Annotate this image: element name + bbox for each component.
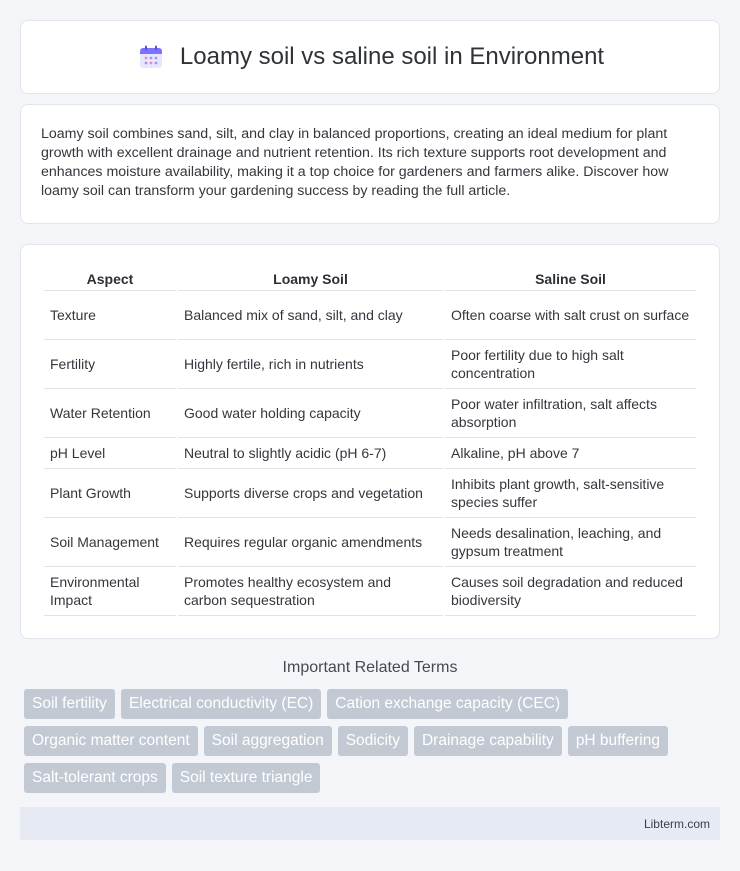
cell-saline: Poor water infiltration, salt affects absorption xyxy=(445,389,696,438)
cell-aspect: Water Retention xyxy=(44,389,176,438)
comparison-table xyxy=(42,265,698,616)
cell-aspect: pH Level xyxy=(44,438,176,469)
cell-saline: Often coarse with salt crust on surface xyxy=(445,291,696,340)
cell-loamy: Requires regular organic amendments xyxy=(178,518,443,567)
cell-aspect: Environmental Impact xyxy=(44,567,176,616)
intro-card xyxy=(20,104,720,224)
cell-loamy: Supports diverse crops and vegetation xyxy=(178,469,443,518)
tag-sodicity[interactable]: Sodicity xyxy=(338,726,408,756)
tag-soil-aggregation[interactable]: Soil aggregation xyxy=(204,726,332,756)
tag-soil-fertility[interactable]: Soil fertility xyxy=(24,689,115,719)
cell-saline: Needs desalination, leaching, and gypsum treatment xyxy=(445,518,696,567)
calendar-icon xyxy=(136,42,166,72)
table-row xyxy=(44,469,696,518)
table-row xyxy=(44,389,696,438)
footer-site-link[interactable]: Libterm.com xyxy=(643,816,710,831)
cell-saline: Causes soil degradation and reduced biodiversity xyxy=(445,567,696,616)
cell-aspect: Texture xyxy=(44,291,176,340)
tag-ph-buffering[interactable]: pH buffering xyxy=(568,726,668,756)
cell-aspect: Fertility xyxy=(44,340,176,389)
cell-loamy: Neutral to slightly acidic (pH 6-7) xyxy=(178,438,443,469)
cell-saline: Alkaline, pH above 7 xyxy=(445,438,696,469)
cell-aspect: Soil Management xyxy=(44,518,176,567)
cell-loamy: Good water holding capacity xyxy=(178,389,443,438)
tag-salt-tolerant-crops[interactable]: Salt-tolerant crops xyxy=(24,763,166,793)
cell-saline: Inhibits plant growth, salt-sensitive species suffer xyxy=(445,469,696,518)
header-saline: Saline Soil xyxy=(445,265,696,291)
table-header-row xyxy=(44,265,696,291)
header-card xyxy=(20,20,720,94)
tag-soil-texture-triangle[interactable]: Soil texture triangle xyxy=(172,763,321,793)
tag-organic-matter-content[interactable]: Organic matter content xyxy=(24,726,198,756)
table-row xyxy=(44,567,696,616)
table-row xyxy=(44,518,696,567)
page-title: Loamy soil vs saline soil in Environment xyxy=(179,43,605,70)
tag-electrical-conductivity[interactable]: Electrical conductivity (EC) xyxy=(121,689,321,719)
header-loamy: Loamy Soil xyxy=(178,265,443,291)
table-row xyxy=(44,438,696,469)
intro-text: Loamy soil combines sand, silt, and clay in balanced proportions, creating an ideal medium for plant growth with excellent drainage and nutrient retention. Its rich texture supports root development and enhances moisture availability, making it a top choice for gardeners and farmers alike. Discover how loamy soil can transform your gardening success by reading the full article. xyxy=(41,126,669,199)
comparison-card xyxy=(20,244,720,639)
header-aspect: Aspect xyxy=(44,265,176,291)
cell-loamy: Promotes healthy ecosystem and carbon sequestration xyxy=(178,567,443,616)
tag-drainage-capability[interactable]: Drainage capability xyxy=(414,726,562,756)
cell-aspect: Plant Growth xyxy=(44,469,176,518)
table-row xyxy=(44,291,696,340)
related-terms-list xyxy=(20,689,720,793)
cell-loamy: Highly fertile, rich in nutrients xyxy=(178,340,443,389)
footer xyxy=(20,807,720,840)
cell-loamy: Balanced mix of sand, silt, and clay xyxy=(178,291,443,340)
table-row xyxy=(44,340,696,389)
cell-saline: Poor fertility due to high salt concentration xyxy=(445,340,696,389)
related-terms-title: Important Related Terms xyxy=(282,659,458,676)
tag-cation-exchange-capacity[interactable]: Cation exchange capacity (CEC) xyxy=(327,689,568,719)
